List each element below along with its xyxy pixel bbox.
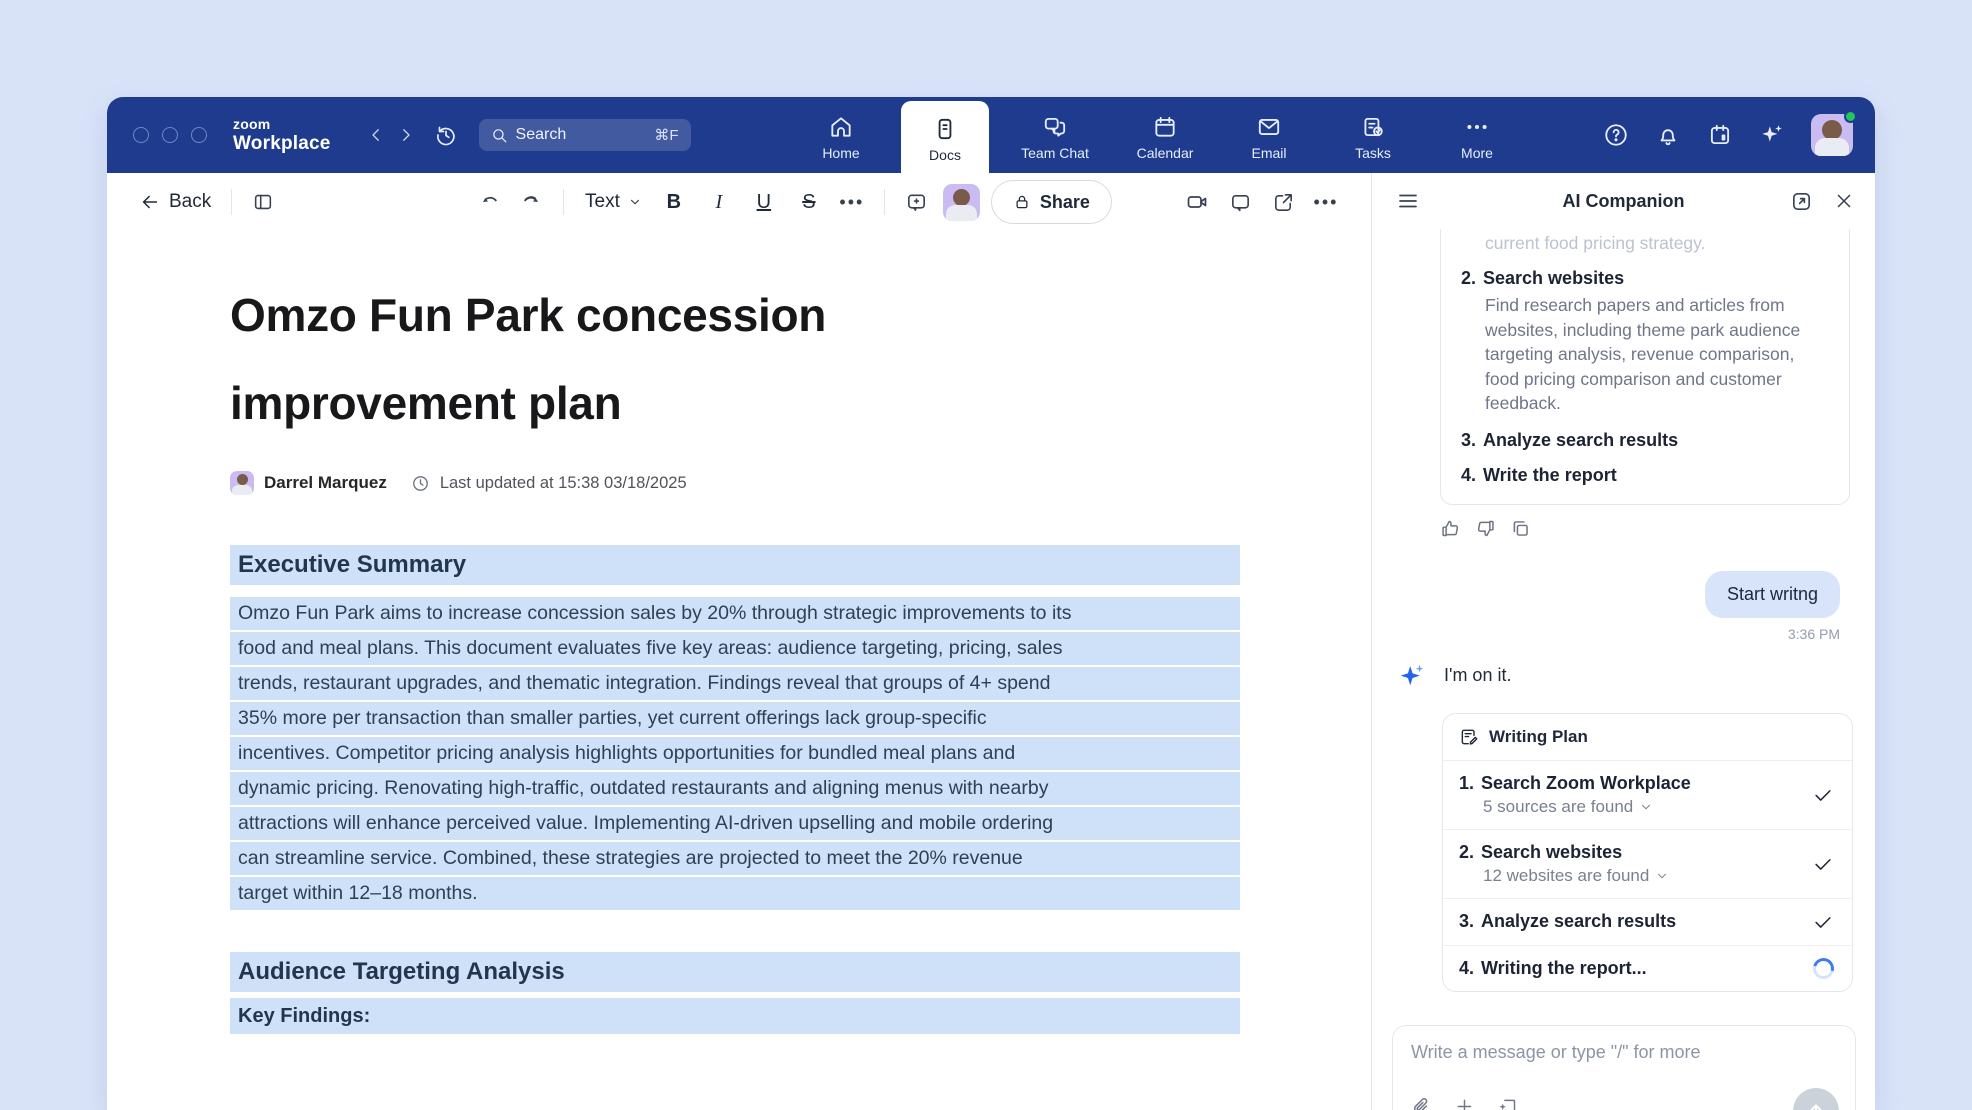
message-feedback-bar (1440, 518, 1875, 539)
ai-panel-title: AI Companion (1562, 190, 1685, 211)
back-arrow-icon (139, 191, 161, 213)
ai-companion-sparkle-icon[interactable] (1759, 122, 1785, 148)
history-forward-button[interactable] (391, 120, 421, 150)
share-label: Share (1039, 191, 1090, 212)
paragraph-line: can streamline service. Combined, these strategies are projected to meet the 20% revenue (230, 842, 1240, 875)
calendar-widget-icon[interactable] (1707, 122, 1733, 148)
search-shortcut: ⌘F (654, 127, 679, 144)
nav-label: More (1461, 144, 1493, 161)
check-icon (1812, 853, 1834, 875)
paragraph-line: attractions will enhance perceived value. Implementing AI-driven upselling and mobile ordering (230, 807, 1240, 840)
executive-summary-paragraph (230, 597, 1371, 910)
team-chat-icon (1042, 114, 1068, 140)
sidebar-toggle-icon[interactable] (248, 185, 278, 219)
ai-message-card (1440, 229, 1850, 505)
nav-tab-email[interactable] (1225, 97, 1313, 173)
strikethrough-button[interactable]: S (802, 190, 816, 213)
thumbs-up-icon[interactable] (1440, 518, 1461, 539)
step-number: 4. (1459, 957, 1475, 978)
window-minimize-button[interactable] (162, 127, 178, 143)
ai-companion-panel (1372, 173, 1875, 1110)
history-back-button[interactable] (361, 120, 391, 150)
redo-button[interactable] (516, 185, 546, 219)
paragraph-line: dynamic pricing. Renovating high-traffic, outdated restaurants and aligning menus with nearby (230, 772, 1240, 805)
doc-title (230, 271, 1240, 447)
pop-out-icon[interactable] (1790, 190, 1813, 213)
close-panel-icon[interactable] (1833, 190, 1855, 213)
paragraph-line: target within 12–18 months. (230, 877, 1240, 910)
writing-plan-card (1442, 713, 1853, 992)
nav-tab-calendar[interactable] (1121, 97, 1209, 173)
search-placeholder: Search (515, 126, 567, 143)
user-avatar[interactable] (1811, 114, 1853, 156)
paragraph-line: Omzo Fun Park aims to increase concession sales by 20% through strategic improvements to its (230, 597, 1240, 630)
underline-button[interactable]: U (756, 190, 772, 213)
item-description: Find research papers and articles from websites, including theme park audience targeting analysis, revenue comparison, food pricing comparison and customer feedback. (1485, 295, 1801, 413)
search-icon (491, 127, 508, 144)
chat-icon[interactable] (1225, 185, 1255, 219)
nav-tab-more[interactable] (1433, 97, 1521, 173)
step-number: 2. (1459, 841, 1475, 862)
nav-tab-team-chat[interactable] (1005, 97, 1105, 173)
back-button[interactable] (135, 185, 215, 219)
copy-icon[interactable] (1510, 518, 1531, 539)
nav-tab-docs[interactable] (901, 101, 989, 173)
nav-label: Tasks (1355, 144, 1391, 161)
nav-label: Home (822, 144, 860, 161)
document-canvas[interactable] (107, 231, 1371, 1034)
paragraph-line: incentives. Competitor pricing analysis highlights opportunities for bundled meal plans and (230, 737, 1240, 770)
italic-button[interactable]: I (715, 190, 723, 213)
bold-button[interactable]: B (666, 190, 682, 213)
truncated-plan-text: current food pricing strategy. (1485, 233, 1706, 253)
tasks-icon (1360, 114, 1386, 140)
calendar-icon (1152, 114, 1178, 140)
subheading-key-findings: Key Findings: (230, 998, 1240, 1034)
step-title: Writing the report... (1481, 957, 1647, 978)
primary-nav (797, 97, 1521, 173)
share-button[interactable] (991, 180, 1112, 224)
item-title: Search websites (1483, 268, 1625, 288)
status-online-dot (1844, 110, 1857, 123)
lock-icon (1013, 193, 1031, 211)
clock-icon (411, 474, 430, 493)
help-icon[interactable] (1603, 122, 1629, 148)
plan-preview-item (1461, 430, 1829, 451)
heading-audience-targeting: Audience Targeting Analysis (230, 952, 1240, 992)
app-window (107, 97, 1875, 1110)
assistant-reply-text: I'm on it. (1444, 665, 1512, 685)
text-style-dropdown[interactable] (581, 185, 646, 219)
last-updated-text: Last updated at 15:38 03/18/2025 (439, 473, 687, 492)
step-title: Search Zoom Workplace (1481, 772, 1691, 793)
top-bar (107, 97, 1875, 173)
plan-step[interactable] (1443, 946, 1852, 991)
window-zoom-button[interactable] (191, 127, 207, 143)
plan-step[interactable] (1443, 899, 1852, 946)
nav-tab-tasks[interactable] (1329, 97, 1417, 173)
paragraph-line: food and meal plans. This document evaluates five key areas: audience targeting, pricing, sales (230, 632, 1240, 665)
collaborator-avatar[interactable] (943, 184, 980, 221)
thumbs-down-icon[interactable] (1475, 518, 1496, 539)
plan-step[interactable] (1443, 830, 1852, 899)
notifications-bell-icon[interactable] (1655, 122, 1681, 148)
item-number: 2. (1461, 268, 1477, 288)
chevron-down-icon[interactable] (1639, 800, 1653, 814)
home-icon (828, 114, 854, 140)
step-detail: 5 sources are found (1483, 796, 1634, 816)
item-number: 3. (1461, 429, 1477, 450)
more-formatting-icon[interactable]: ••• (839, 191, 865, 212)
logo-workplace: Workplace (233, 133, 331, 154)
writing-plan-title: Writing Plan (1489, 726, 1588, 746)
zoom-workplace-logo (233, 117, 331, 153)
step-detail: 12 websites are found (1483, 865, 1650, 885)
ai-panel-header (1372, 173, 1875, 229)
author-name: Darrel Marquez (264, 473, 387, 492)
heading-executive-summary: Executive Summary (230, 545, 1240, 585)
nav-label: Email (1251, 144, 1287, 161)
ai-sparkle-icon (1398, 662, 1426, 690)
paragraph-line: trends, restaurant upgrades, and thematic integration. Findings reveal that groups of 4+ spend (230, 667, 1240, 700)
email-icon (1256, 114, 1282, 140)
item-title: Analyze search results (1483, 429, 1679, 450)
more-icon (1464, 114, 1490, 140)
nav-label: Team Chat (1021, 144, 1089, 161)
nav-label: Docs (929, 146, 961, 163)
message-input[interactable] (1411, 1042, 1837, 1063)
chevron-down-icon[interactable] (1655, 869, 1669, 883)
add-comment-icon[interactable] (902, 185, 932, 219)
window-close-button[interactable] (133, 127, 149, 143)
text-style-label: Text (585, 191, 620, 212)
writing-plan-icon (1459, 727, 1479, 747)
step-title: Search websites (1481, 841, 1623, 862)
doc-title-line1: Omzo Fun Park concession (230, 289, 827, 341)
document-area (107, 173, 1371, 1110)
back-label: Back (169, 191, 212, 212)
attach-file-icon[interactable] (1411, 1096, 1432, 1110)
ai-conversation[interactable] (1372, 229, 1875, 1110)
step-number: 3. (1459, 911, 1475, 931)
nav-label: Calendar (1136, 144, 1194, 161)
insert-ai-icon[interactable] (1497, 1096, 1518, 1110)
paragraph-line: 35% more per transaction than smaller parties, yet current offerings lack group-specific (230, 702, 1240, 735)
logo-zoom: zoom (233, 116, 271, 132)
doc-title-line2: improvement plan (230, 377, 622, 429)
check-icon (1812, 911, 1834, 933)
add-content-icon[interactable] (1454, 1096, 1475, 1110)
chevron-down-icon (628, 195, 642, 209)
start-meeting-icon[interactable] (1182, 185, 1212, 219)
message-timestamp: 3:36 PM (1787, 625, 1840, 642)
message-composer[interactable] (1392, 1025, 1856, 1110)
check-icon (1812, 784, 1834, 806)
step-title: Analyze search results (1481, 911, 1677, 931)
plan-preview-item (1461, 465, 1829, 486)
undo-button[interactable] (475, 185, 505, 219)
assistant-reply (1398, 662, 1875, 690)
plan-preview-item (1461, 268, 1829, 416)
item-number: 4. (1461, 464, 1477, 485)
step-number: 1. (1459, 772, 1475, 793)
send-button[interactable] (1793, 1088, 1839, 1110)
doc-meta (230, 470, 1371, 496)
item-title: Write the report (1483, 464, 1617, 485)
plan-step[interactable] (1443, 761, 1852, 830)
search-input[interactable] (479, 119, 691, 151)
window-controls[interactable] (133, 127, 207, 143)
more-options-icon[interactable]: ••• (1313, 191, 1339, 212)
docs-icon (932, 116, 958, 142)
author-avatar (230, 471, 254, 495)
recent-history-icon[interactable] (431, 120, 461, 150)
doc-toolbar (107, 173, 1371, 231)
user-message-bubble: Start writng (1705, 571, 1840, 618)
loading-spinner (1809, 954, 1838, 983)
nav-tab-home[interactable] (797, 97, 885, 173)
open-external-icon[interactable] (1268, 185, 1298, 219)
